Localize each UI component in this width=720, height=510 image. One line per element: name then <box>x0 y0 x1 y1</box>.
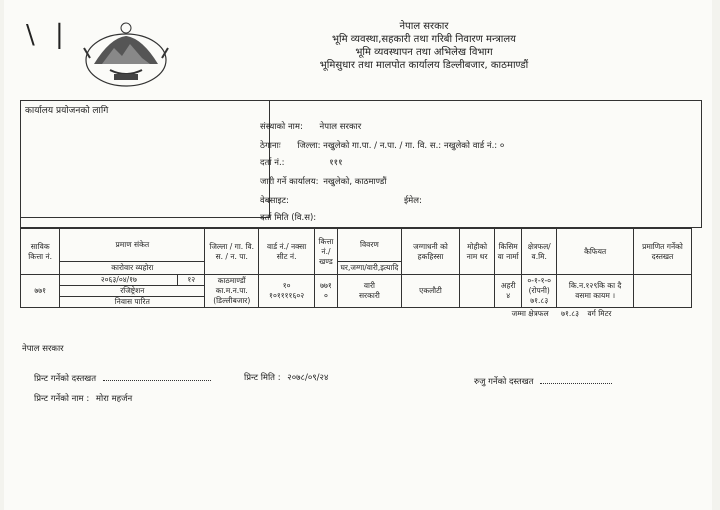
attestation-cell <box>633 275 691 308</box>
total-area-unit: वर्ग मिटर <box>587 309 612 318</box>
header-line: नेपाल सरकार <box>399 21 449 32</box>
area-unit: (रोपनी) <box>528 286 550 295</box>
plot-number: ७७१ <box>320 281 332 290</box>
column-header: वार्ड नं./ नक्सा सीट नं. <box>259 229 315 275</box>
header-line: भूमिसुधार तथा मालपोत कार्यालय डिल्लीबजार, काठमाण्डौं <box>319 60 529 71</box>
column-header: विवरण <box>337 229 401 262</box>
column-header: कैफियत <box>557 229 634 275</box>
printer-name-field <box>34 393 132 404</box>
print-date-label: प्रिन्ट मिति : <box>244 373 281 383</box>
org-name-value: नेपाल सरकार <box>319 122 362 132</box>
print-date-value: २०७८/०९/२४ <box>287 373 329 383</box>
reg-date-row <box>260 212 316 223</box>
land-register-table <box>20 228 692 320</box>
org-name-row <box>260 121 361 132</box>
land-grade: ४ <box>506 291 511 300</box>
evidence-date-line <box>60 275 204 286</box>
column-header: जग्गाधनी को हकहिस्सा <box>402 229 460 275</box>
issuing-office-value: नखुलेको, काठमाण्डौं <box>323 177 387 187</box>
ownership-share-cell: एकलौटी <box>402 275 460 308</box>
printer-name-label: प्रिन्ट गर्नेको नाम : <box>34 394 90 404</box>
email-label: ईमेल: <box>404 196 422 206</box>
print-signature-label: प्रिन्ट गर्नेको दस्तखत <box>34 374 97 384</box>
issuing-office-label: जारी गर्ने कार्यालय: <box>260 177 319 187</box>
area-sqm: ७१.८३ <box>530 296 549 305</box>
evidence-date: २०६३/०४/१७ <box>100 275 137 284</box>
ward-cell <box>259 275 315 308</box>
map-sheet-number: १०११११६०२ <box>269 291 305 300</box>
district-cell <box>205 275 259 308</box>
email-row <box>404 195 422 206</box>
org-name-label: संस्थाको नाम: <box>260 122 303 132</box>
office-use-label: कार्यालय प्रयोजनको लागि <box>25 106 109 116</box>
evidence-transaction: निवास पारित <box>114 297 150 306</box>
verifier-signature-label: रुजु गर्नेको दस्तखत <box>474 377 534 387</box>
handwritten-tick-mark: \ | <box>26 20 70 50</box>
column-header: कित्ता नं./ खण्ड <box>315 229 338 275</box>
printer-name-value: मोरा महर्जन <box>95 394 133 404</box>
ward-number: १० <box>282 281 291 290</box>
plot-cell <box>315 275 338 308</box>
column-header: प्रमाणित गर्नेको दस्तखत <box>633 229 691 275</box>
address-label: ठेगानाः <box>260 141 281 151</box>
column-header: मोहीको नाम थर <box>460 229 495 275</box>
signature-line <box>103 372 211 381</box>
address-value: जिल्ला: नखुलेको गा.पा. / न.पा. / गा. वि. स.: नखुलेको वार्ड नं.: ० <box>297 141 505 151</box>
print-signature-field <box>34 372 211 384</box>
land-category: सरकारी <box>358 291 380 300</box>
verifier-signature-field <box>474 375 612 387</box>
reg-no-label: दर्ता नं.: <box>260 158 285 168</box>
issuing-office-row <box>260 176 387 187</box>
land-type: वारी <box>363 281 375 290</box>
evidence-number: १२ <box>177 275 204 285</box>
column-header: प्रमाण संकेत <box>60 229 205 262</box>
column-header: साविक कित्ता नं. <box>21 229 60 275</box>
header-line: भूमि व्यवस्थापन तथा अभिलेख विभाग <box>355 47 493 58</box>
reg-no-row <box>260 157 343 168</box>
total-area-value: ७१.८३ <box>561 309 580 318</box>
old-plot-cell: ७७१ <box>21 275 60 308</box>
nepal-emblem-icon <box>80 18 172 90</box>
print-date-field <box>244 372 328 383</box>
municipality-name: का.म.न.पा. <box>215 286 248 295</box>
reg-date-label: दर्ता मिति (वि.स): <box>260 213 317 223</box>
website-label: वेबसाइट: <box>260 196 289 206</box>
total-row <box>21 308 692 321</box>
remarks-line: कि.न.१२९कि का दै <box>568 281 622 290</box>
document-sheet <box>4 0 712 510</box>
total-area-cell <box>21 308 692 321</box>
plot-section: ० <box>323 291 328 300</box>
evidence-type: रजिष्ट्रेशन <box>60 286 204 297</box>
description-cell <box>337 275 401 308</box>
column-header: क्षेत्रफल/ व.मि. <box>522 229 557 275</box>
address-row <box>260 140 504 151</box>
tenant-cell <box>460 275 495 308</box>
reg-no-value: १११ <box>329 158 343 168</box>
column-subheader: कारोवार व्यहोरा <box>60 262 205 275</box>
district-name: काठमाण्डौं <box>217 276 246 285</box>
table-row <box>21 275 692 308</box>
remarks-line: वसमा कायम । <box>575 291 616 300</box>
column-header: किसिम वा नार्मा <box>495 229 522 275</box>
header-line: भूमि व्यवस्था,सहकारी तथा गरिबी निवारण मन्त्रालय <box>332 34 516 45</box>
land-class-cell <box>495 275 522 308</box>
table-header-row <box>21 229 692 262</box>
area-ropani: ०-१-१-० <box>527 276 552 285</box>
remarks-cell <box>557 275 634 308</box>
office-use-area <box>21 101 270 218</box>
office-info-box <box>20 100 702 228</box>
locality-name: (डिल्लीबजार) <box>213 296 251 305</box>
website-row <box>260 195 289 206</box>
column-subheader: घर,जग्गा/वारी,इत्यादि <box>337 262 401 275</box>
area-cell <box>522 275 557 308</box>
column-header: जिल्ला / गा. वि. स. / न. पा. <box>205 229 259 275</box>
office-header <box>264 20 584 72</box>
footer-gov-label: नेपाल सरकार <box>22 344 64 354</box>
evidence-cell <box>60 275 205 308</box>
land-class: अहरी <box>500 281 516 290</box>
total-area-label: जम्मा क्षेत्रफल <box>511 309 549 318</box>
signature-line <box>540 375 612 384</box>
